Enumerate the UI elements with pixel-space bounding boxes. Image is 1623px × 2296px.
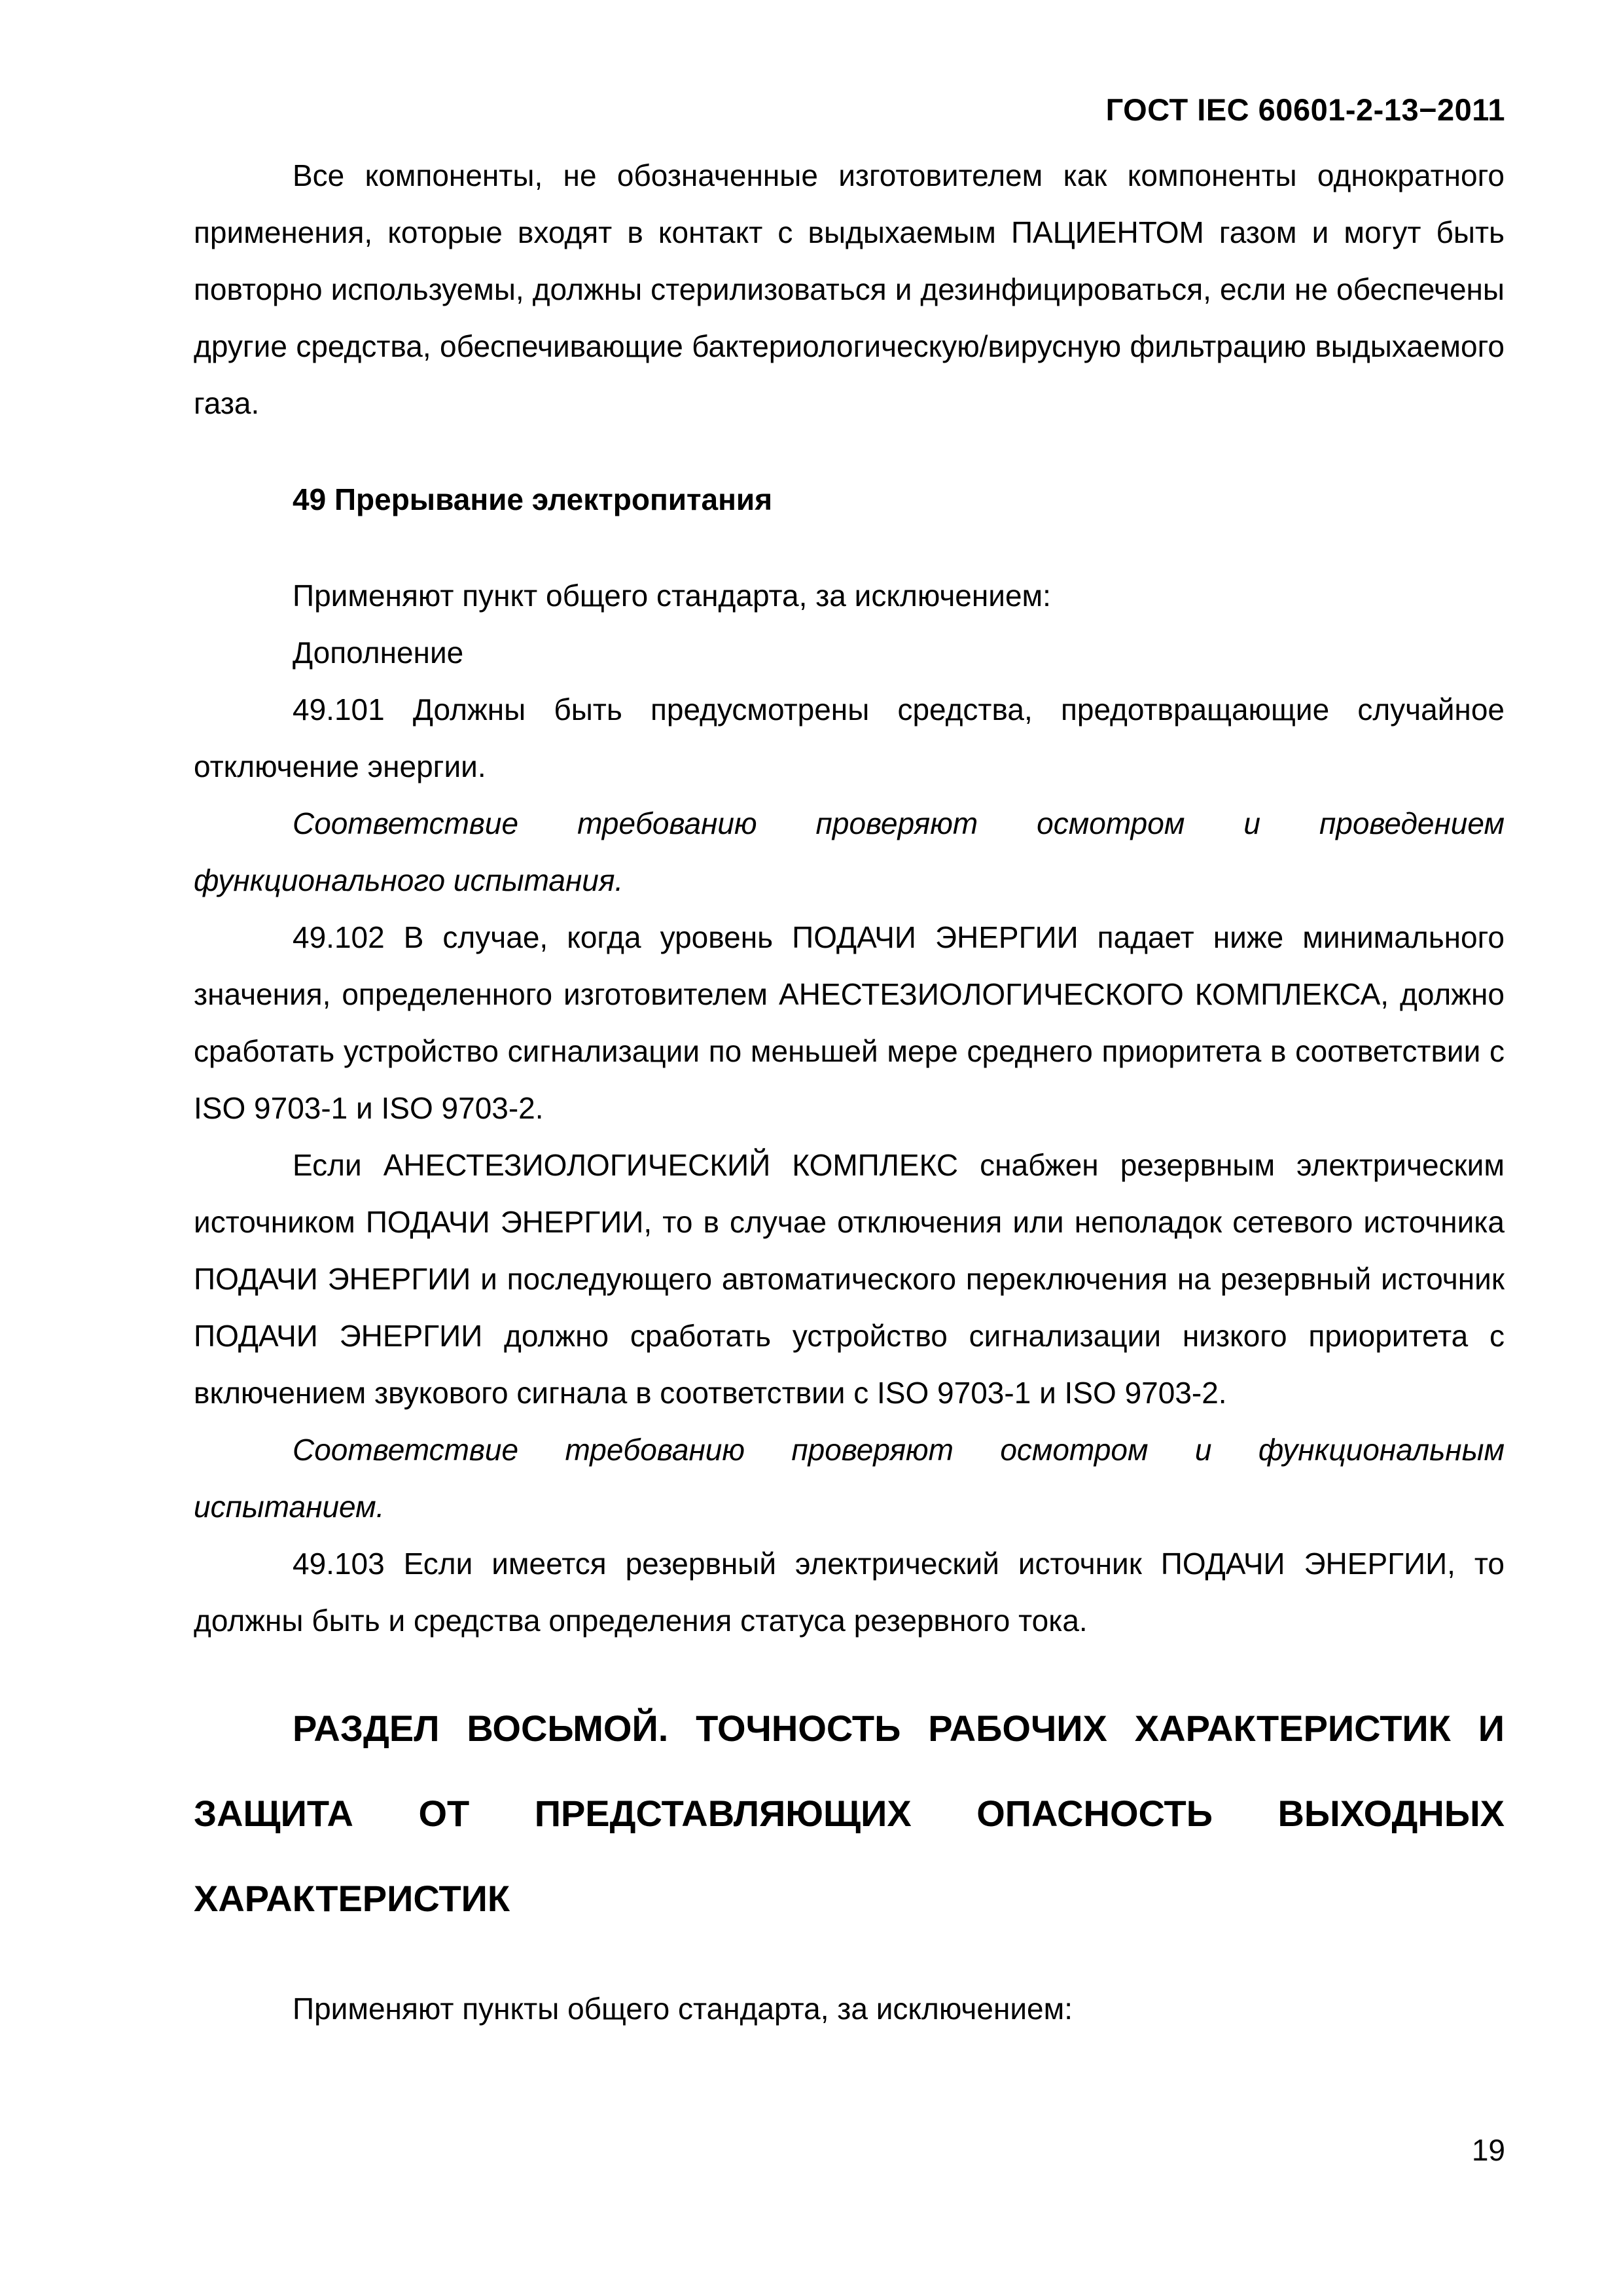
- paragraph-compliance-1: Соответствие требованию проверяют осмотром и проведением функционального испытания.: [194, 806, 1505, 897]
- paragraph-compliance-2: Соответствие требованию проверяют осмотром и функциональным испытанием.: [194, 1433, 1505, 1524]
- paragraph-49-102: 49.102 В случае, когда уровень ПОДАЧИ ЭНЕРГИИ падает ниже минимального значения, определенного изготовителем АНЕСТЕЗИОЛОГИЧЕСКОГО КОМПЛЕКСА, должно сработать устройство сигнализации по меньшей мере среднего приоритета в соответствии с ISO 9703-1 и ISO 9703-2.: [194, 920, 1505, 1125]
- paragraph-49-103: 49.103 Если имеется резервный электрический источник ПОДАЧИ ЭНЕРГИИ, то должны быть и средства определения статуса резервного тока.: [194, 1547, 1505, 1638]
- section-eight-heading: РАЗДЕЛ ВОСЬМОЙ. ТОЧНОСТЬ РАБОЧИХ ХАРАКТЕРИСТИК И ЗАЩИТА ОТ ПРЕДСТАВЛЯЮЩИХ ОПАСНОСТЬ ВЫХОДНЫХ ХАРАКТЕРИСТИК: [194, 1708, 1505, 1919]
- paragraph-applies-points: Применяют пункты общего стандарта, за исключением:: [293, 1992, 1073, 2026]
- paragraph-addition: Дополнение: [293, 636, 464, 670]
- document-code-header: ГОСТ IEC 60601-2-13−2011: [1105, 92, 1505, 127]
- heading-49: 49 Прерывание электропитания: [293, 482, 773, 516]
- paragraph-components: Все компоненты, не обозначенные изготовителем как компоненты однократного применения, которые входят в контакт с выдыхаемым ПАЦИЕНТОМ газом и могут быть повторно используемы, должны стерилизоваться и дезинфицироваться, если не обеспечены другие средства, обеспечивающие бактериологическую/вирусную фильтрацию выдыхаемого газа.: [194, 158, 1505, 420]
- paragraph-49-101: 49.101 Должны быть предусмотрены средства, предотвращающие случайное отключение энергии.: [194, 692, 1505, 783]
- document-body: [194, 147, 1505, 2037]
- paragraph-applies: Применяют пункт общего стандарта, за исключением:: [293, 579, 1051, 613]
- page-number: 19: [1471, 2133, 1505, 2167]
- paragraph-backup-source: Если АНЕСТЕЗИОЛОГИЧЕСКИЙ КОМПЛЕКС снабжен резервным электрическим источником ПОДАЧИ ЭНЕРГИИ, то в случае отключения или неполадок сетевого источника ПОДАЧИ ЭНЕРГИИ и последующего автоматического переключения на резервный источник ПОДАЧИ ЭНЕРГИИ должно сработать устройство сигнализации низкого приоритета с включением звукового сигнала в соответствии с ISO 9703-1 и ISO 9703-2.: [194, 1148, 1505, 1410]
